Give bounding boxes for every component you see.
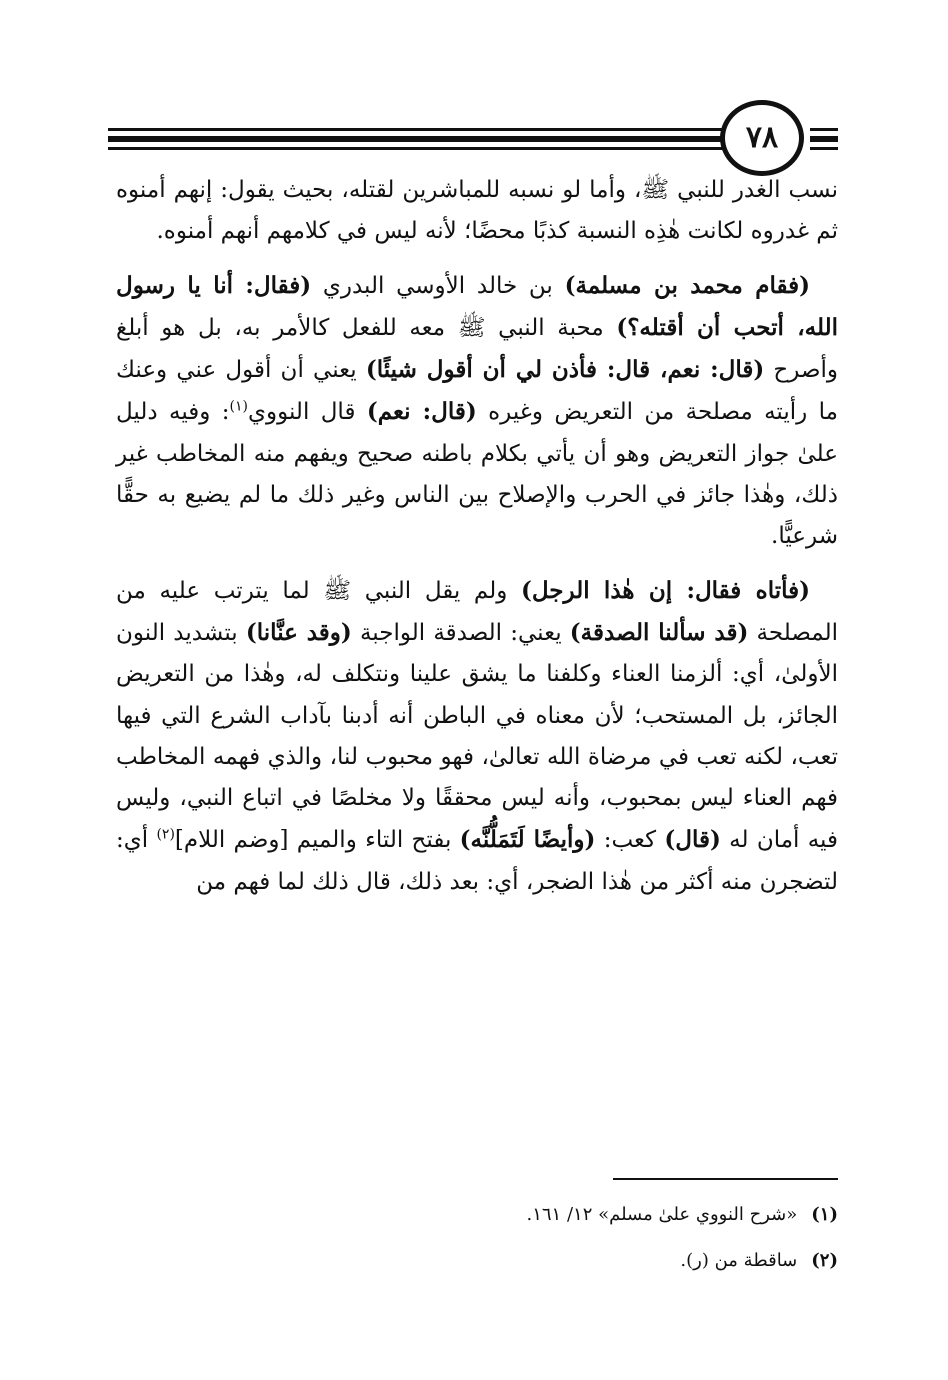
commentary-text: بن خالد الأوسي البدري: [311, 272, 565, 299]
paragraph: [116, 570, 838, 903]
hadith-quote: (فقام محمد بن مسلمة): [564, 271, 810, 299]
hadith-quote: (قال): [664, 826, 721, 854]
header-rule-right-bottom: [810, 147, 838, 150]
header-rule-middle: [108, 136, 724, 142]
hadith-quote: (وأيضًا لَتَمَلُّنَّه): [459, 826, 596, 854]
commentary-text: : وفيه دليل علىٰ جواز التعريض وهو أن يأتي بكلام باطنه صحيح ويفهم منه المخاطب غير ذلك، وهٰذا جائز في الحرب والإصلاح بين الناس وغير ذلك ما لم يضيع به حقًّا شرعيًّا.: [116, 399, 838, 550]
header-rule-top: [108, 128, 724, 131]
commentary-text: قال النووي: [248, 399, 367, 426]
paragraph: [116, 265, 838, 558]
page-number-badge: [720, 100, 804, 176]
commentary-text: محبة النبي ﷺ معه للفعل كالأمر به، بل هو أبلغ وأصرح: [116, 314, 838, 384]
commentary-text: يعني: الصدقة الواجبة: [351, 619, 570, 646]
commentary-text: نسب الغدر للنبي ﷺ، وأما لو نسبه للمباشرين لقتله، بحيث يقول: إنهم أمنوه ثم غدروه لكانت هٰذِه النسبة كذبًا محضًا؛ لأنه ليس في كلامهم أنهم أمنوه.: [116, 177, 838, 245]
hadith-quote: (وقد عنَّانا): [245, 618, 352, 646]
footnote: [116, 1192, 838, 1238]
hadith-quote: (قد سألنا الصدقة): [569, 618, 749, 646]
commentary-text: أي: لتضجرن منه أكثر من هٰذا الضجر، أي: بعد ذلك، قال ذلك لما فهم من: [116, 827, 838, 895]
footnote-number: (٢): [811, 1250, 838, 1271]
footnote-number: (١): [811, 1204, 838, 1225]
hadith-quote: (فأتاه فقال: إن هٰذا الرجل): [520, 576, 810, 604]
commentary-text: يعني أن أقول عني وعنك ما رأيته مصلحة من التعريض وغيره: [116, 357, 838, 426]
body-text: [116, 170, 838, 903]
footnote-separator: [613, 1178, 838, 1180]
hadith-quote: (قال: نعم): [366, 398, 477, 426]
hadith-quote: (قال: نعم، قال: فأذن لي أن أقول شيئًا): [365, 356, 765, 384]
commentary-text: كعب:: [595, 827, 665, 854]
hadith-quote: (فقال: أنا يا رسول الله، أتحب أن أقتله؟): [116, 271, 838, 341]
commentary-text: ولم يقل النبي ﷺ لما يترتب عليه من المصلحة: [116, 577, 838, 646]
footnotes: [116, 1192, 838, 1284]
commentary-text: بتشديد النون الأولىٰ، أي: ألزمنا العناء وكلفنا ما يشق علينا ونتكلف له، وهٰذا من التعريض الجائز، بل المستحب؛ لأن معناه في الباطن أنه أدبنا بآداب الشرع التي فيها تعب، لكنه تعب في مرضاة الله تعالىٰ، فهو محبوب لنا، والذي فهمه المخاطب فهم العناء ليس بمحبوب، وأنه ليس محققًا ولا مخلصًا في اتباع النبي، وليس فيه أمان له: [116, 619, 838, 854]
footnote-text: «شرح النووي علىٰ مسلم» ١٢/ ١٦١.: [526, 1204, 798, 1225]
commentary-text: بفتح التاء والميم [وضم اللام]: [174, 827, 460, 854]
footnote: [116, 1238, 838, 1284]
header-rule-bottom: [108, 147, 724, 150]
footnote-reference: (١): [229, 398, 248, 415]
header-rule-right-middle: [810, 136, 838, 142]
footnote-text: ساقطة من (ر).: [680, 1250, 798, 1271]
header-rule-right-top: [810, 128, 838, 131]
footnote-reference: (٢): [156, 826, 175, 843]
paragraph: [116, 170, 838, 253]
page-number: ٧٨: [745, 120, 779, 155]
